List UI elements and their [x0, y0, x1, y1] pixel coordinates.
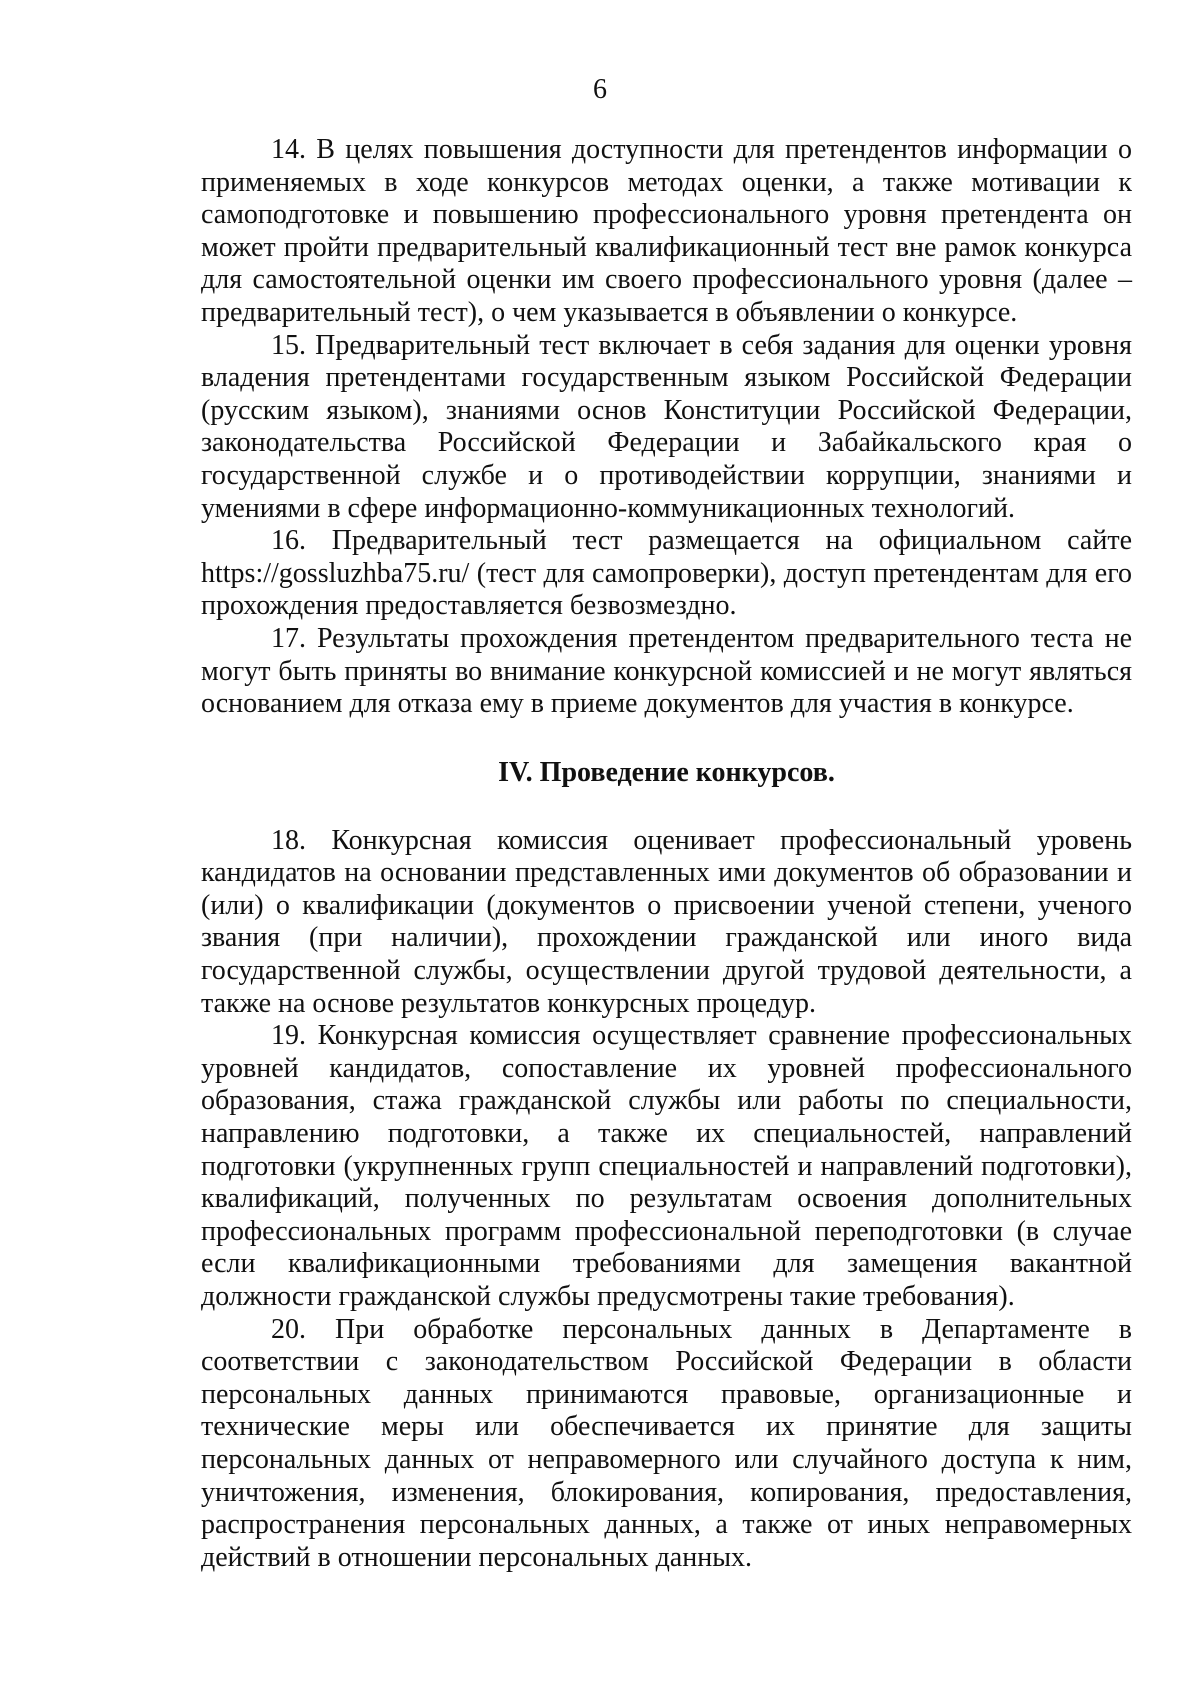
paragraph-15: 15. Предварительный тест включает в себя задания для оценки уровня владения претендентами государственным языком Российской Федерации (русским языком), знаниями основ Конституции Российской Федерации, законодательства Российской Федерации и Забайкальского края о государственной службе и о противодействии коррупции, знаниями и умениями в сфере информационно-коммуникационных технологий. [201, 329, 1132, 524]
document-body [201, 134, 1132, 1574]
paragraph-18: 18. Конкурсная комиссия оценивает профессиональный уровень кандидатов на основании представленных ими документов об образовании и (или) о квалификации (документов о присвоении ученой степени, ученого звания (при наличии), прохождении гражданской или иного вида государственной службы, осуществлении другой трудовой деятельности, а также на основе результатов конкурсных процедур. [201, 824, 1132, 1019]
section-heading: IV. Проведение конкурсов. [498, 756, 835, 788]
paragraph-17: 17. Результаты прохождения претендентом предварительного теста не могут быть приняты во внимание конкурсной комиссией и не могут являться основанием для отказа ему в приеме документов для участия в конкурсе. [201, 622, 1132, 720]
paragraph-16: 16. Предварительный тест размещается на официальном сайте https://gossluzhba75.ru/ (тест для самопроверки), доступ претендентам для его прохождения предоставляется безвозмездно. [201, 525, 1132, 622]
paragraph-19: 19. Конкурсная комиссия осуществляет сравнение профессиональных уровней кандидатов, сопоставление их уровней профессионального образования, стажа гражданской службы или работы по специальности, направлению подготовки, а также их специальностей, направлений подготовки (укрупненных групп специальностей и направлений подготовки), квалификаций, полученных по результатам освоения дополнительных профессиональных программ профессиональной переподготовки (в случае если квалификационными требованиями для замещения вакантной должности гражданской службы предусмотрены такие требования). [201, 1020, 1132, 1312]
paragraph-20: 20. При обработке персональных данных в Департаменте в соответствии с законодательством Российской Федерации в области персональных данных принимаются правовые, организационные и технические меры или обеспечивается их принятие для защиты персональных данных от неправомерного или случайного доступа к ним, уничтожения, изменения, блокирования, копирования, предоставления, распространения персональных данных, а также от иных неправомерных действий в отношении персональных данных. [201, 1313, 1132, 1573]
page-number: 6 [593, 74, 607, 105]
paragraph-14: 14. В целях повышения доступности для претендентов информации о применяемых в ходе конкурсов методах оценки, а также мотивации к самоподготовке и повышению профессионального уровня претендента он может пройти предварительный квалификационный тест вне рамок конкурса для самостоятельной оценки им своего профессионального уровня (далее – предварительный тест), о чем указывается в объявлении о конкурсе. [201, 134, 1132, 328]
